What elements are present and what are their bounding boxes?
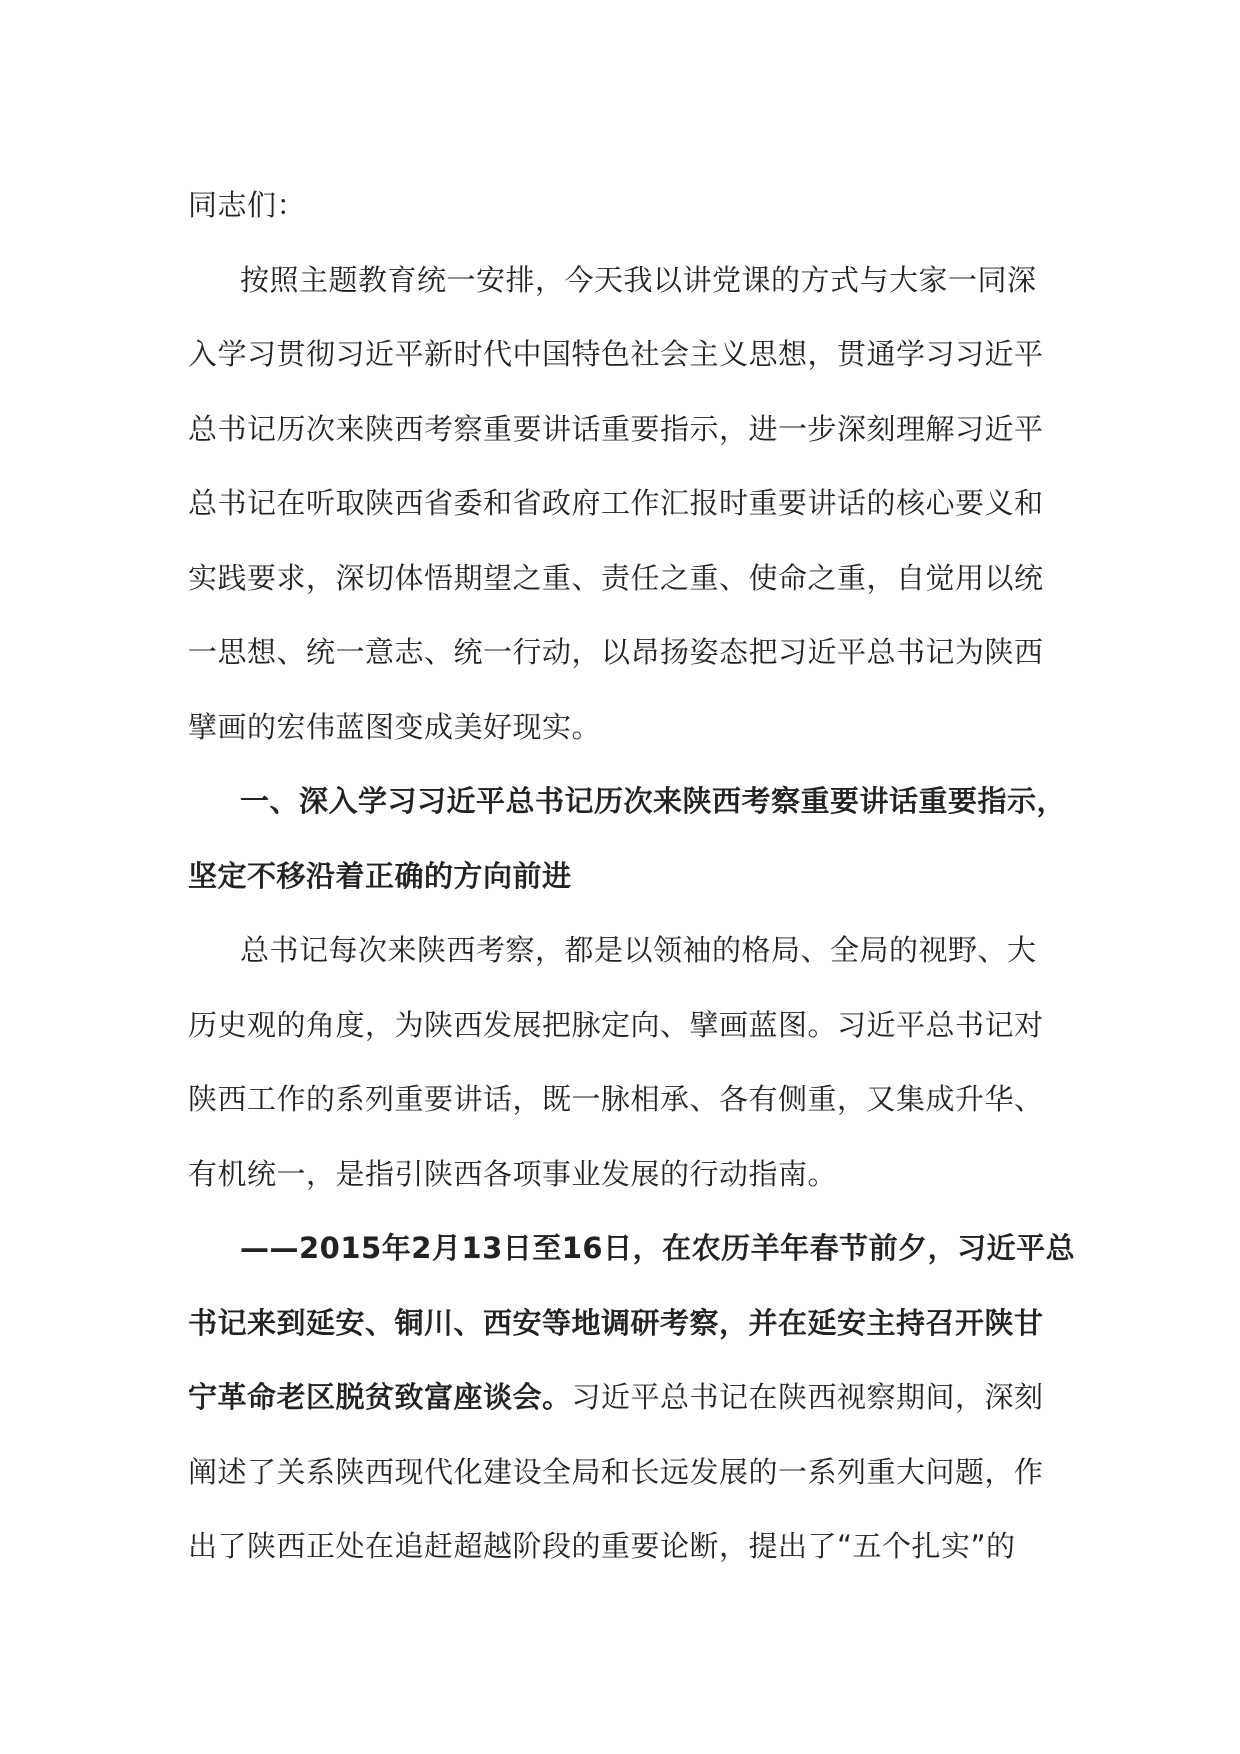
mixed-paragraph-line (188, 1360, 1052, 1435)
paragraph-line: 有机统一，是指引陕西各项事业发展的行动指南。 (188, 1156, 838, 1191)
paragraph-line: 按照主题教育统一安排，今天我以讲党课的方式与大家一同深 (240, 262, 1037, 297)
bold-paragraph-line: ——2015年2月13日至16日，在农历羊年春节前夕，习近平总 (240, 1231, 1076, 1265)
salutation: 同志们： (188, 188, 307, 222)
paragraph-line: 历史观的角度，为陕西发展把脉定向、擘画蓝图。习近平总书记对 (188, 1007, 1044, 1042)
paragraph-line: 阐述了关系陕西现代化建设全局和长远发展的一系列重大问题，作 (188, 1454, 1044, 1489)
paragraph-line: 一思想、统一意志、统一行动，以昂扬姿态把习近平总书记为陕西 (188, 635, 1044, 669)
paragraph-line: 总书记在听取陕西省委和省政府工作汇报时重要讲话的核心要义和 (188, 486, 1044, 520)
paragraph-line: 实践要求，深切体悟期望之重、责任之重、使命之重，自觉用以统 (188, 560, 1044, 595)
paragraph-line: 擘画的宏伟蓝图变成美好现实。 (188, 709, 602, 744)
bold-paragraph-line: 书记来到延安、铜川、西安等地调研考察，并在延安主持召开陕甘 (188, 1305, 1044, 1340)
section-heading: 坚定不移沿着正确的方向前进 (188, 858, 572, 893)
paragraph-line: 出了陕西正处在追赶超越阶段的重要论断，提出了“五个扎实”的 (188, 1529, 1016, 1563)
normal-segment: 习近平总书记在陕西视察期间，深刻 (571, 1380, 1044, 1414)
paragraph-line: 总书记历次来陕西考察重要讲话重要指示，进一步深刻理解习近平 (188, 411, 1044, 446)
paragraph-line: 总书记每次来陕西考察，都是以领袖的格局、全局的视野、大 (240, 933, 1037, 967)
bold-segment: 宁革命老区脱贫致富座谈会。 (188, 1380, 572, 1414)
section-heading: 一、深入学习习近平总书记历次来陕西考察重要讲话重要指示， (240, 784, 1067, 818)
paragraph-line: 入学习贯彻习近平新时代中国特色社会主义思想，贯通学习习近平 (188, 337, 1044, 371)
paragraph-line: 陕西工作的系列重要讲话，既一脉相承、各有侧重，又集成升华、 (188, 1082, 1044, 1116)
document-body (188, 168, 1076, 1584)
